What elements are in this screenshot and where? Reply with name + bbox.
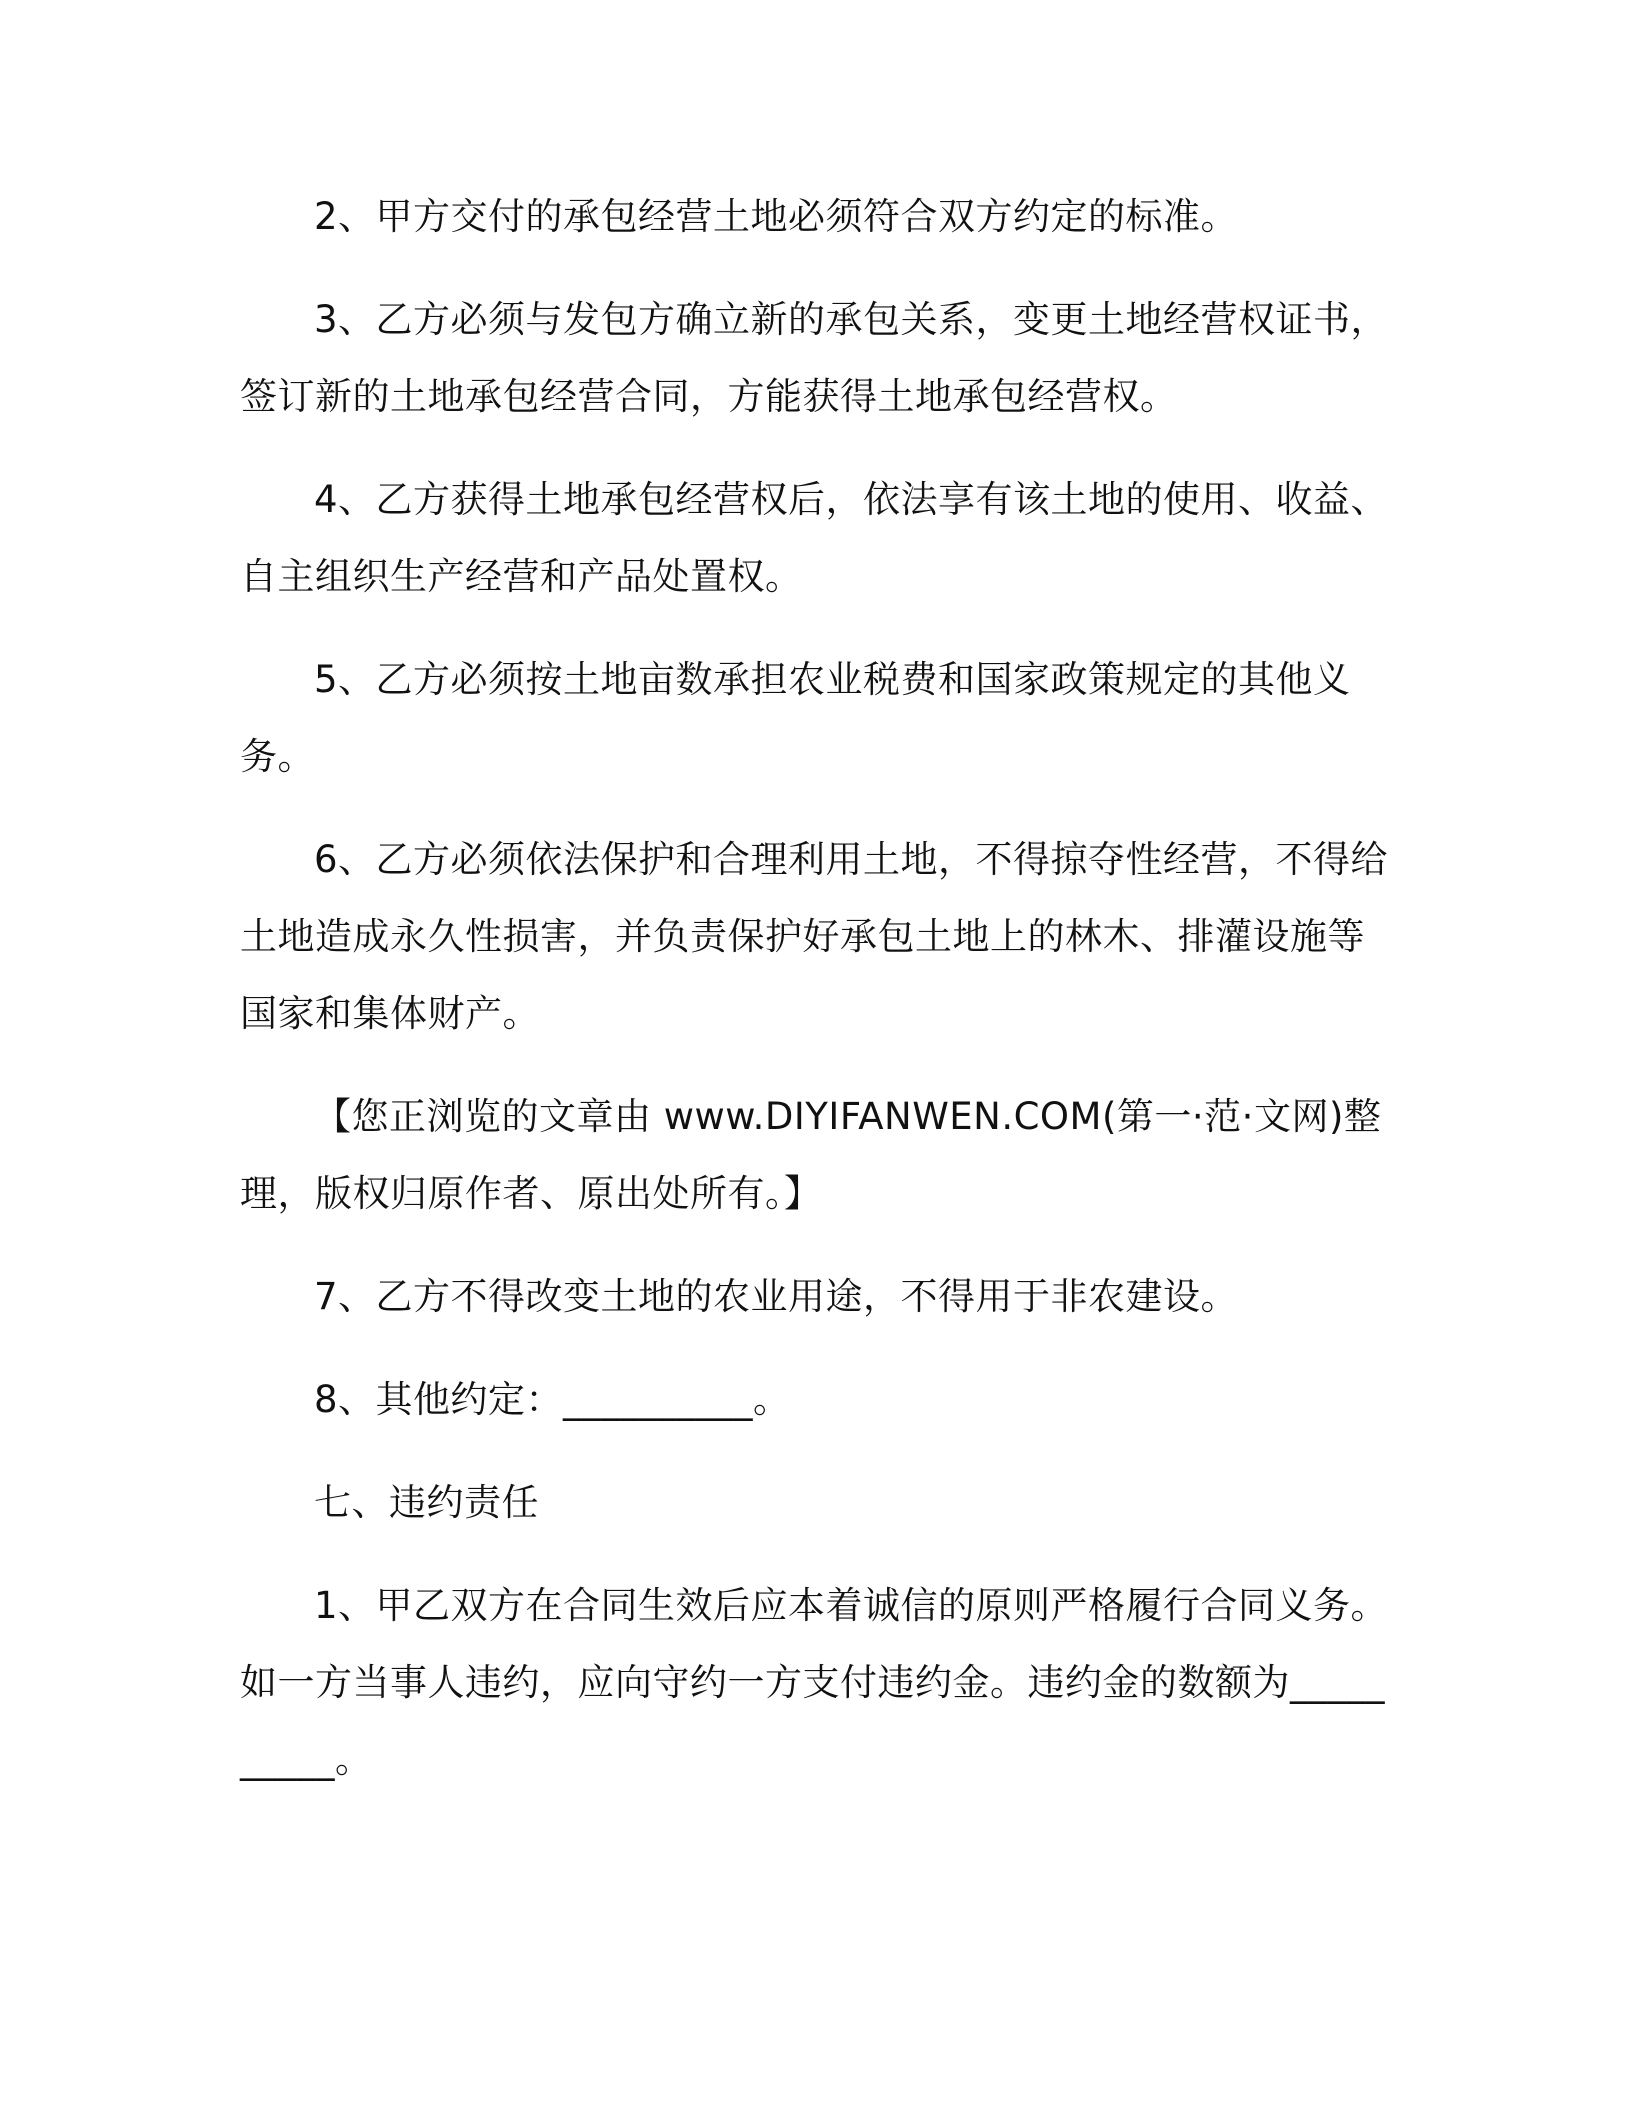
clause-8-paragraph: 8、其他约定：__________。 [314, 1378, 791, 1421]
clause-7-paragraph: 7、乙方不得改变土地的农业用途，不得用于非农建设。 [314, 1275, 1239, 1318]
clause-3-paragraph: 3、乙方必须与发包方确立新的承包关系，变更土地经营权证书，签订新的土地承包经营合同，方能获得土地承包经营权。 [240, 298, 1389, 418]
copyright-notice: 【您正浏览的文章由 www.DIYIFANWEN.COM(第一·范·文网)整理，版权归原作者、原出处所有。】 [240, 1095, 1382, 1215]
clause-2-paragraph: 2、甲方交付的承包经营土地必须符合双方约定的标准。 [314, 195, 1239, 238]
clause-5-paragraph: 5、乙方必须按土地亩数承担农业税费和国家政策规定的其他义务。 [240, 658, 1351, 778]
clause-6-paragraph: 6、乙方必须依法保护和合理利用土地，不得掠夺性经营，不得给土地造成永久性损害，并负责保护好承包土地上的林木、排灌设施等国家和集体财产。 [240, 838, 1389, 1035]
liability-clause-1-paragraph: 1、甲乙双方在合同生效后应本着诚信的原则严格履行合同义务。如一方当事人违约，应向守约一方支付违约金。违约金的数额为__________。 [240, 1584, 1389, 1781]
section-heading-liability: 七、违约责任 [314, 1481, 539, 1524]
clause-4-paragraph: 4、乙方获得土地承包经营权后，依法享有该土地的使用、收益、自主组织生产经营和产品处置权。 [240, 478, 1389, 598]
document-body [240, 178, 1390, 1824]
